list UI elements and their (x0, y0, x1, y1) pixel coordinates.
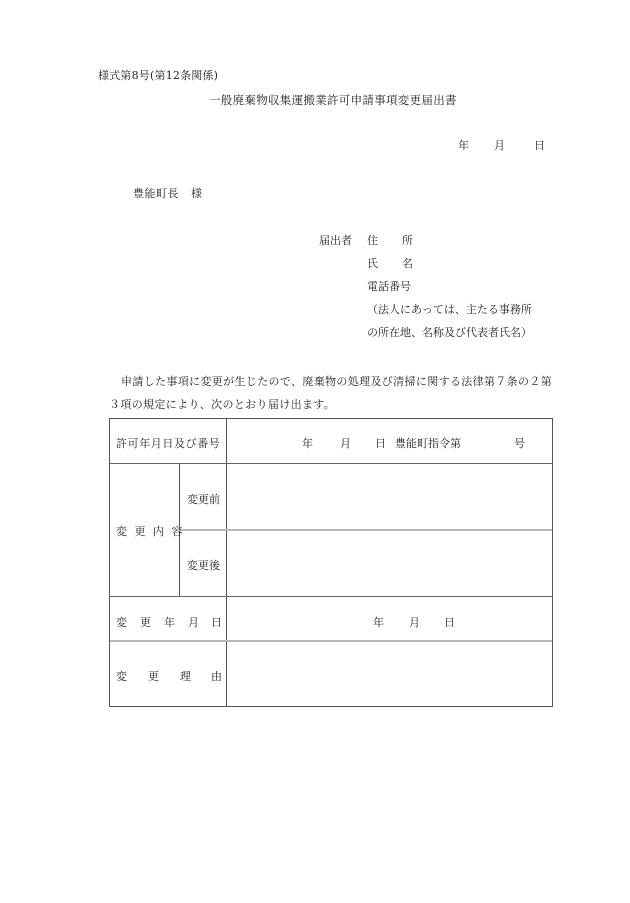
applicant-phone-label: 電話番号 (367, 280, 411, 293)
change-date-field[interactable] (227, 597, 552, 640)
permit-number-suffix: 号 (514, 437, 525, 450)
addressee-name: 豊能町長 (133, 187, 179, 200)
change-details-table (109, 418, 553, 707)
applicant-address-label (367, 232, 413, 248)
applicant-label: 届出者 (319, 234, 352, 247)
permit-month-label: 月 (340, 437, 351, 450)
applicant-note-line1: （法人にあっては、主たる事務所 (367, 303, 532, 316)
change-reason-label-char: 由 (211, 670, 222, 683)
date-day-label: 日 (534, 139, 545, 152)
change-content-label: 変 更 内 容 (116, 525, 185, 538)
change-year-label: 年 (373, 616, 384, 629)
permit-year-label: 年 (302, 437, 313, 450)
body-text-line2: ３項の規定により、次のとおり届け出ます。 (109, 398, 336, 411)
applicant-note-line2: の所在地、名称及び代表者氏名） (367, 326, 532, 339)
permit-day-label: 日 (375, 437, 386, 450)
form-number: 様式第8号(第12条関係) (98, 69, 219, 82)
change-day-label: 日 (444, 616, 455, 629)
after-change-label: 変更後 (187, 559, 220, 572)
permit-info-field[interactable] (227, 419, 552, 463)
addressee (133, 185, 203, 201)
date-year-label: 年 (458, 139, 469, 152)
change-reason-label-char: 変 (116, 670, 127, 683)
before-change-field[interactable] (227, 464, 552, 529)
permit-authority-label: 豊能町指令第 (395, 437, 461, 450)
name-char-2: 名 (402, 257, 413, 270)
before-change-label: 変更前 (187, 493, 220, 506)
name-char-1: 氏 (367, 257, 378, 270)
applicant-name-label (367, 255, 413, 271)
after-change-field[interactable] (227, 531, 552, 596)
change-date-label-char: 年 (164, 616, 175, 629)
date-month-label: 月 (494, 139, 505, 152)
address-char-1: 住 (367, 234, 378, 247)
submission-date (458, 137, 545, 153)
change-date-label-char: 日 (211, 616, 222, 629)
change-reason-label-char: 更 (148, 670, 159, 683)
change-date-label-char: 月 (188, 616, 199, 629)
address-char-2: 所 (402, 234, 413, 247)
change-reason-field[interactable] (227, 642, 552, 706)
change-reason-label-char: 理 (180, 670, 191, 683)
body-text-line1: 申請した事項に変更が生じたので、廃棄物の処理及び清掃に関する法律第７条の２第 (121, 375, 553, 388)
addressee-honorific: 様 (191, 187, 203, 200)
change-date-label-char: 変 (116, 616, 127, 629)
change-date-label-char: 更 (140, 616, 151, 629)
permit-date-number-label: 許可年月日及び番号 (116, 437, 221, 450)
document-title: 一般廃棄物収集運搬業許可申請事項変更届出書 (209, 93, 457, 107)
change-month-label: 月 (409, 616, 420, 629)
